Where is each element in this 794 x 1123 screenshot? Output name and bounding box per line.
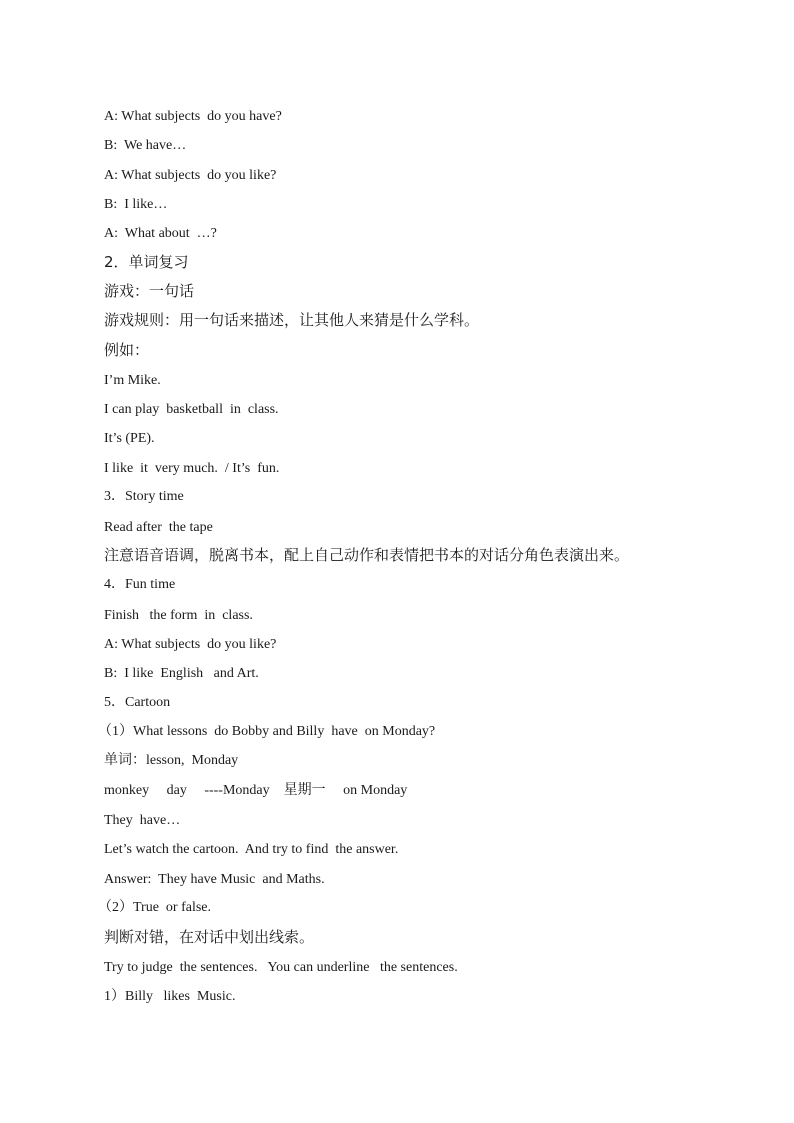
section-heading: 5．Cartoon [104,695,171,710]
dialogue-line: B: We have… [104,138,187,153]
dialogue-line: A: What subjects do you like? [104,637,277,652]
text-line: 例如： [104,341,150,359]
text-line: （1）What lessons do Bobby and Billy have on Monday? [98,724,436,739]
dialogue-line: A: What subjects do you like? [104,168,277,183]
dialogue-line: A: What subjects do you have? [104,109,282,124]
text-line: They have… [104,813,181,828]
text-line: 判断对错，在对话中划出线索。 [104,928,315,946]
dialogue-line: B: I like English and Art. [104,666,259,681]
section-heading: 3．Story time [104,489,184,504]
text-line: 1）Billy likes Music. [104,989,236,1004]
text-line: I like it very much. / It’s fun. [104,461,280,476]
text-line: Try to judge the sentences. You can underline the sentences. [104,960,458,975]
text-line: I’m Mike. [104,373,161,388]
text-line: I can play basketball in class. [104,402,279,417]
text-line: 注意语音语调，脱离书本，配上自己动作和表情把书本的对话分角色表演出来。 [104,546,630,564]
text-line: 游戏：一句话 [104,282,195,300]
section-heading: 4．Fun time [104,577,176,592]
dialogue-line: B: I like… [104,197,168,212]
text-line: Answer: They have Music and Maths. [104,872,325,887]
text-line: 单词：lesson, Monday [104,753,239,768]
text-line: Let’s watch the cartoon. And try to find the answer. [104,842,399,857]
text-line: Finish the form in class. [104,608,253,623]
section-heading: 2．单词复习 [104,253,189,271]
text-line: Read after the tape [104,520,213,535]
dialogue-line: A: What about …? [104,226,217,241]
text-line: monkey day ----Monday 星期一 on Monday [104,783,408,798]
text-line: （2）True or false. [98,900,212,915]
text-line: It’s (PE). [104,431,155,446]
text-line: 游戏规则：用一句话来描述，让其他人来猜是什么学科。 [104,311,480,329]
